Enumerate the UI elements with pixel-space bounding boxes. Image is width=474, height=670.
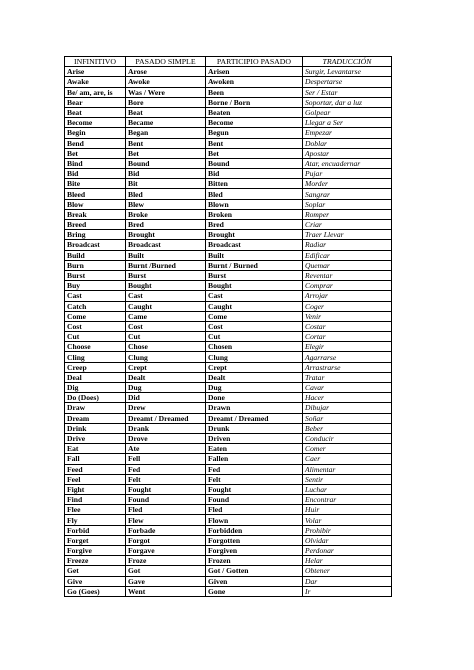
table-row — [65, 179, 392, 189]
infinitive-cell: Cast — [65, 291, 126, 301]
past-participle-cell: Eaten — [206, 444, 303, 454]
past-simple-cell: Broke — [126, 209, 206, 219]
past-simple-cell: Dug — [126, 383, 206, 393]
translation-cell: Comer — [303, 444, 392, 454]
past-participle-cell: Driven — [206, 433, 303, 443]
translation-cell: Ser / Estar — [303, 87, 392, 97]
translation-cell: Luchar — [303, 484, 392, 494]
translation-cell: Soñar — [303, 413, 392, 423]
past-participle-cell: Become — [206, 118, 303, 128]
past-simple-cell: Chose — [126, 342, 206, 352]
translation-cell: Dibujar — [303, 403, 392, 413]
past-participle-cell: Burst — [206, 270, 303, 280]
past-simple-cell: Cast — [126, 291, 206, 301]
past-simple-cell: Dreamt / Dreamed — [126, 413, 206, 423]
table-row — [65, 474, 392, 484]
table-row — [65, 67, 392, 77]
translation-cell: Prohibir — [303, 525, 392, 535]
past-participle-cell: Bent — [206, 138, 303, 148]
table-row — [65, 383, 392, 393]
infinitive-cell: Find — [65, 495, 126, 505]
past-simple-cell: Began — [126, 128, 206, 138]
header-infinitive: INFINITIVO — [65, 57, 126, 67]
infinitive-cell: Be/ am, are, is — [65, 87, 126, 97]
past-simple-cell: Arose — [126, 67, 206, 77]
infinitive-cell: Draw — [65, 403, 126, 413]
past-simple-cell: Blew — [126, 199, 206, 209]
table-row — [65, 230, 392, 240]
past-simple-cell: Became — [126, 118, 206, 128]
past-participle-cell: Got / Gotten — [206, 566, 303, 576]
translation-cell: Encontrar — [303, 495, 392, 505]
past-participle-cell: Arisen — [206, 67, 303, 77]
past-participle-cell: Awoken — [206, 77, 303, 87]
translation-cell: Cortar — [303, 332, 392, 342]
infinitive-cell: Build — [65, 250, 126, 260]
infinitive-cell: Deal — [65, 372, 126, 382]
infinitive-cell: Drive — [65, 433, 126, 443]
past-simple-cell: Bet — [126, 148, 206, 158]
translation-cell: Obtener — [303, 566, 392, 576]
table-row — [65, 189, 392, 199]
translation-cell: Empezar — [303, 128, 392, 138]
table-row — [65, 546, 392, 556]
translation-cell: Quemar — [303, 260, 392, 270]
past-simple-cell: Brought — [126, 230, 206, 240]
translation-cell: Costar — [303, 321, 392, 331]
table-row — [65, 423, 392, 433]
translation-cell: Criar — [303, 220, 392, 230]
infinitive-cell: Do (Does) — [65, 393, 126, 403]
past-participle-cell: Cut — [206, 332, 303, 342]
table-row — [65, 342, 392, 352]
infinitive-cell: Bring — [65, 230, 126, 240]
infinitive-cell: Blow — [65, 199, 126, 209]
past-participle-cell: Bred — [206, 220, 303, 230]
table-row — [65, 169, 392, 179]
past-participle-cell: Brought — [206, 230, 303, 240]
infinitive-cell: Buy — [65, 281, 126, 291]
past-participle-cell: Caught — [206, 301, 303, 311]
past-simple-cell: Built — [126, 250, 206, 260]
past-participle-cell: Fled — [206, 505, 303, 515]
past-participle-cell: Bet — [206, 148, 303, 158]
infinitive-cell: Break — [65, 209, 126, 219]
table-row — [65, 433, 392, 443]
past-participle-cell: Forgiven — [206, 546, 303, 556]
infinitive-cell: Beat — [65, 107, 126, 117]
past-simple-cell: Beat — [126, 107, 206, 117]
infinitive-cell: Cut — [65, 332, 126, 342]
translation-cell: Sangrar — [303, 189, 392, 199]
table-row — [65, 403, 392, 413]
table-row — [65, 260, 392, 270]
infinitive-cell: Bend — [65, 138, 126, 148]
table-row — [65, 270, 392, 280]
past-participle-cell: Burnt / Burned — [206, 260, 303, 270]
translation-cell: Traer Llevar — [303, 230, 392, 240]
table-row — [65, 362, 392, 372]
past-participle-cell: Bought — [206, 281, 303, 291]
past-simple-cell: Ate — [126, 444, 206, 454]
past-participle-cell: Dug — [206, 383, 303, 393]
infinitive-cell: Bear — [65, 97, 126, 107]
translation-cell: Arrojar — [303, 291, 392, 301]
translation-cell: Atar, encuadernar — [303, 158, 392, 168]
past-participle-cell: Clung — [206, 352, 303, 362]
past-participle-cell: Dreamt / Dreamed — [206, 413, 303, 423]
past-simple-cell: Caught — [126, 301, 206, 311]
table-row — [65, 586, 392, 596]
translation-cell: Radiar — [303, 240, 392, 250]
translation-cell: Doblar — [303, 138, 392, 148]
header-translation: TRADUCCIÓN — [303, 57, 392, 67]
table-row — [65, 250, 392, 260]
table-row — [65, 413, 392, 423]
table-row — [65, 311, 392, 321]
past-simple-cell: Drank — [126, 423, 206, 433]
table-row — [65, 138, 392, 148]
translation-cell: Coger — [303, 301, 392, 311]
table-row — [65, 87, 392, 97]
past-simple-cell: Bought — [126, 281, 206, 291]
table-row — [65, 566, 392, 576]
translation-cell: Tratar — [303, 372, 392, 382]
infinitive-cell: Breed — [65, 220, 126, 230]
past-participle-cell: Borne / Born — [206, 97, 303, 107]
translation-cell: Golpear — [303, 107, 392, 117]
past-participle-cell: Cost — [206, 321, 303, 331]
past-participle-cell: Gone — [206, 586, 303, 596]
translation-cell: Helar — [303, 556, 392, 566]
past-participle-cell: Frozen — [206, 556, 303, 566]
infinitive-cell: Dig — [65, 383, 126, 393]
table-row — [65, 97, 392, 107]
past-simple-cell: Cut — [126, 332, 206, 342]
past-simple-cell: Bit — [126, 179, 206, 189]
translation-cell: Dar — [303, 576, 392, 586]
translation-cell: Sentir — [303, 474, 392, 484]
table-row — [65, 372, 392, 382]
infinitive-cell: Cost — [65, 321, 126, 331]
past-simple-cell: Froze — [126, 556, 206, 566]
past-simple-cell: Broadcast — [126, 240, 206, 250]
translation-cell: Soportar, dar a luz — [303, 97, 392, 107]
past-participle-cell: Built — [206, 250, 303, 260]
table-row — [65, 240, 392, 250]
past-simple-cell: Bent — [126, 138, 206, 148]
past-simple-cell: Cost — [126, 321, 206, 331]
past-participle-cell: Dealt — [206, 372, 303, 382]
table-row — [65, 128, 392, 138]
past-participle-cell: Fallen — [206, 454, 303, 464]
past-participle-cell: Fed — [206, 464, 303, 474]
past-participle-cell: Begun — [206, 128, 303, 138]
translation-cell: Surgir, Levantarse — [303, 67, 392, 77]
infinitive-cell: Bleed — [65, 189, 126, 199]
infinitive-cell: Get — [65, 566, 126, 576]
infinitive-cell: Burn — [65, 260, 126, 270]
past-participle-cell: Blown — [206, 199, 303, 209]
table-row — [65, 464, 392, 474]
translation-cell: Cavar — [303, 383, 392, 393]
past-simple-cell: Felt — [126, 474, 206, 484]
past-simple-cell: Gave — [126, 576, 206, 586]
past-participle-cell: Drunk — [206, 423, 303, 433]
translation-cell: Huir — [303, 505, 392, 515]
past-simple-cell: Bid — [126, 169, 206, 179]
past-participle-cell: Drawn — [206, 403, 303, 413]
translation-cell: Agarrarse — [303, 352, 392, 362]
table-row — [65, 515, 392, 525]
past-participle-cell: Cast — [206, 291, 303, 301]
past-simple-cell: Was / Were — [126, 87, 206, 97]
table-row — [65, 220, 392, 230]
translation-cell: Volar — [303, 515, 392, 525]
translation-cell: Arrastrarse — [303, 362, 392, 372]
infinitive-cell: Awake — [65, 77, 126, 87]
table-row — [65, 158, 392, 168]
table-row — [65, 535, 392, 545]
table-body — [65, 67, 392, 597]
translation-cell: Soplar — [303, 199, 392, 209]
past-simple-cell: Got — [126, 566, 206, 576]
past-simple-cell: Bled — [126, 189, 206, 199]
table-row — [65, 454, 392, 464]
infinitive-cell: Eat — [65, 444, 126, 454]
infinitive-cell: Arise — [65, 67, 126, 77]
table-row — [65, 148, 392, 158]
infinitive-cell: Fall — [65, 454, 126, 464]
past-simple-cell: Did — [126, 393, 206, 403]
translation-cell: Hacer — [303, 393, 392, 403]
table-row — [65, 525, 392, 535]
infinitive-cell: Fight — [65, 484, 126, 494]
past-participle-cell: Been — [206, 87, 303, 97]
table-row — [65, 107, 392, 117]
infinitive-cell: Bind — [65, 158, 126, 168]
translation-cell: Olvidar — [303, 535, 392, 545]
table-row — [65, 301, 392, 311]
table-row — [65, 444, 392, 454]
past-participle-cell: Bitten — [206, 179, 303, 189]
header-past-simple: PASADO SIMPLE — [126, 57, 206, 67]
infinitive-cell: Bid — [65, 169, 126, 179]
table-row — [65, 118, 392, 128]
past-simple-cell: Drove — [126, 433, 206, 443]
translation-cell: Pujar — [303, 169, 392, 179]
past-simple-cell: Forgave — [126, 546, 206, 556]
infinitive-cell: Flee — [65, 505, 126, 515]
translation-cell: Romper — [303, 209, 392, 219]
past-simple-cell: Awoke — [126, 77, 206, 87]
infinitive-cell: Broadcast — [65, 240, 126, 250]
past-simple-cell: Bore — [126, 97, 206, 107]
table-row — [65, 199, 392, 209]
infinitive-cell: Choose — [65, 342, 126, 352]
table-row — [65, 576, 392, 586]
past-participle-cell: Fought — [206, 484, 303, 494]
past-simple-cell: Came — [126, 311, 206, 321]
table-row — [65, 209, 392, 219]
past-simple-cell: Burst — [126, 270, 206, 280]
past-participle-cell: Found — [206, 495, 303, 505]
infinitive-cell: Bet — [65, 148, 126, 158]
infinitive-cell: Burst — [65, 270, 126, 280]
past-participle-cell: Crept — [206, 362, 303, 372]
past-participle-cell: Come — [206, 311, 303, 321]
past-participle-cell: Bled — [206, 189, 303, 199]
translation-cell: Edificar — [303, 250, 392, 260]
past-simple-cell: Went — [126, 586, 206, 596]
infinitive-cell: Freeze — [65, 556, 126, 566]
translation-cell: Elegir — [303, 342, 392, 352]
irregular-verbs-table — [64, 56, 392, 597]
past-participle-cell: Bid — [206, 169, 303, 179]
table-row — [65, 321, 392, 331]
translation-cell: Beber — [303, 423, 392, 433]
translation-cell: Ir — [303, 586, 392, 596]
infinitive-cell: Forbid — [65, 525, 126, 535]
header-past-participle: PARTICIPIO PASADO — [206, 57, 303, 67]
table-row — [65, 556, 392, 566]
past-simple-cell: Bound — [126, 158, 206, 168]
past-participle-cell: Felt — [206, 474, 303, 484]
infinitive-cell: Fly — [65, 515, 126, 525]
table-row — [65, 484, 392, 494]
infinitive-cell: Begin — [65, 128, 126, 138]
past-participle-cell: Forgotten — [206, 535, 303, 545]
infinitive-cell: Become — [65, 118, 126, 128]
translation-cell: Conducir — [303, 433, 392, 443]
translation-cell: Despertarse — [303, 77, 392, 87]
translation-cell: Caer — [303, 454, 392, 464]
past-simple-cell: Fled — [126, 505, 206, 515]
past-participle-cell: Forbidden — [206, 525, 303, 535]
past-participle-cell: Broadcast — [206, 240, 303, 250]
infinitive-cell: Drink — [65, 423, 126, 433]
infinitive-cell: Bite — [65, 179, 126, 189]
translation-cell: Perdonar — [303, 546, 392, 556]
past-simple-cell: Bred — [126, 220, 206, 230]
past-simple-cell: Forgot — [126, 535, 206, 545]
past-participle-cell: Broken — [206, 209, 303, 219]
infinitive-cell: Give — [65, 576, 126, 586]
table-row — [65, 505, 392, 515]
infinitive-cell: Cling — [65, 352, 126, 362]
infinitive-cell: Come — [65, 311, 126, 321]
past-participle-cell: Flown — [206, 515, 303, 525]
infinitive-cell: Feel — [65, 474, 126, 484]
infinitive-cell: Feed — [65, 464, 126, 474]
infinitive-cell: Creep — [65, 362, 126, 372]
past-simple-cell: Crept — [126, 362, 206, 372]
past-simple-cell: Clung — [126, 352, 206, 362]
past-simple-cell: Fed — [126, 464, 206, 474]
table-row — [65, 291, 392, 301]
past-participle-cell: Beaten — [206, 107, 303, 117]
table-row — [65, 77, 392, 87]
past-simple-cell: Drew — [126, 403, 206, 413]
past-simple-cell: Fought — [126, 484, 206, 494]
infinitive-cell: Go (Goes) — [65, 586, 126, 596]
translation-cell: Alimentar — [303, 464, 392, 474]
table-row — [65, 352, 392, 362]
table-header-row — [65, 57, 392, 67]
infinitive-cell: Dream — [65, 413, 126, 423]
translation-cell: Venir — [303, 311, 392, 321]
translation-cell: Morder — [303, 179, 392, 189]
translation-cell: Comprar — [303, 281, 392, 291]
translation-cell: Apostar — [303, 148, 392, 158]
infinitive-cell: Forget — [65, 535, 126, 545]
past-simple-cell: Dealt — [126, 372, 206, 382]
past-simple-cell: Flew — [126, 515, 206, 525]
table-row — [65, 281, 392, 291]
past-simple-cell: Burnt /Burned — [126, 260, 206, 270]
past-participle-cell: Chosen — [206, 342, 303, 352]
past-participle-cell: Bound — [206, 158, 303, 168]
translation-cell: Reventar — [303, 270, 392, 280]
translation-cell: Llegar a Ser — [303, 118, 392, 128]
infinitive-cell: Catch — [65, 301, 126, 311]
table-row — [65, 495, 392, 505]
past-simple-cell: Found — [126, 495, 206, 505]
past-participle-cell: Given — [206, 576, 303, 586]
table-row — [65, 332, 392, 342]
past-simple-cell: Forbade — [126, 525, 206, 535]
table-row — [65, 393, 392, 403]
infinitive-cell: Forgive — [65, 546, 126, 556]
past-simple-cell: Fell — [126, 454, 206, 464]
past-participle-cell: Done — [206, 393, 303, 403]
